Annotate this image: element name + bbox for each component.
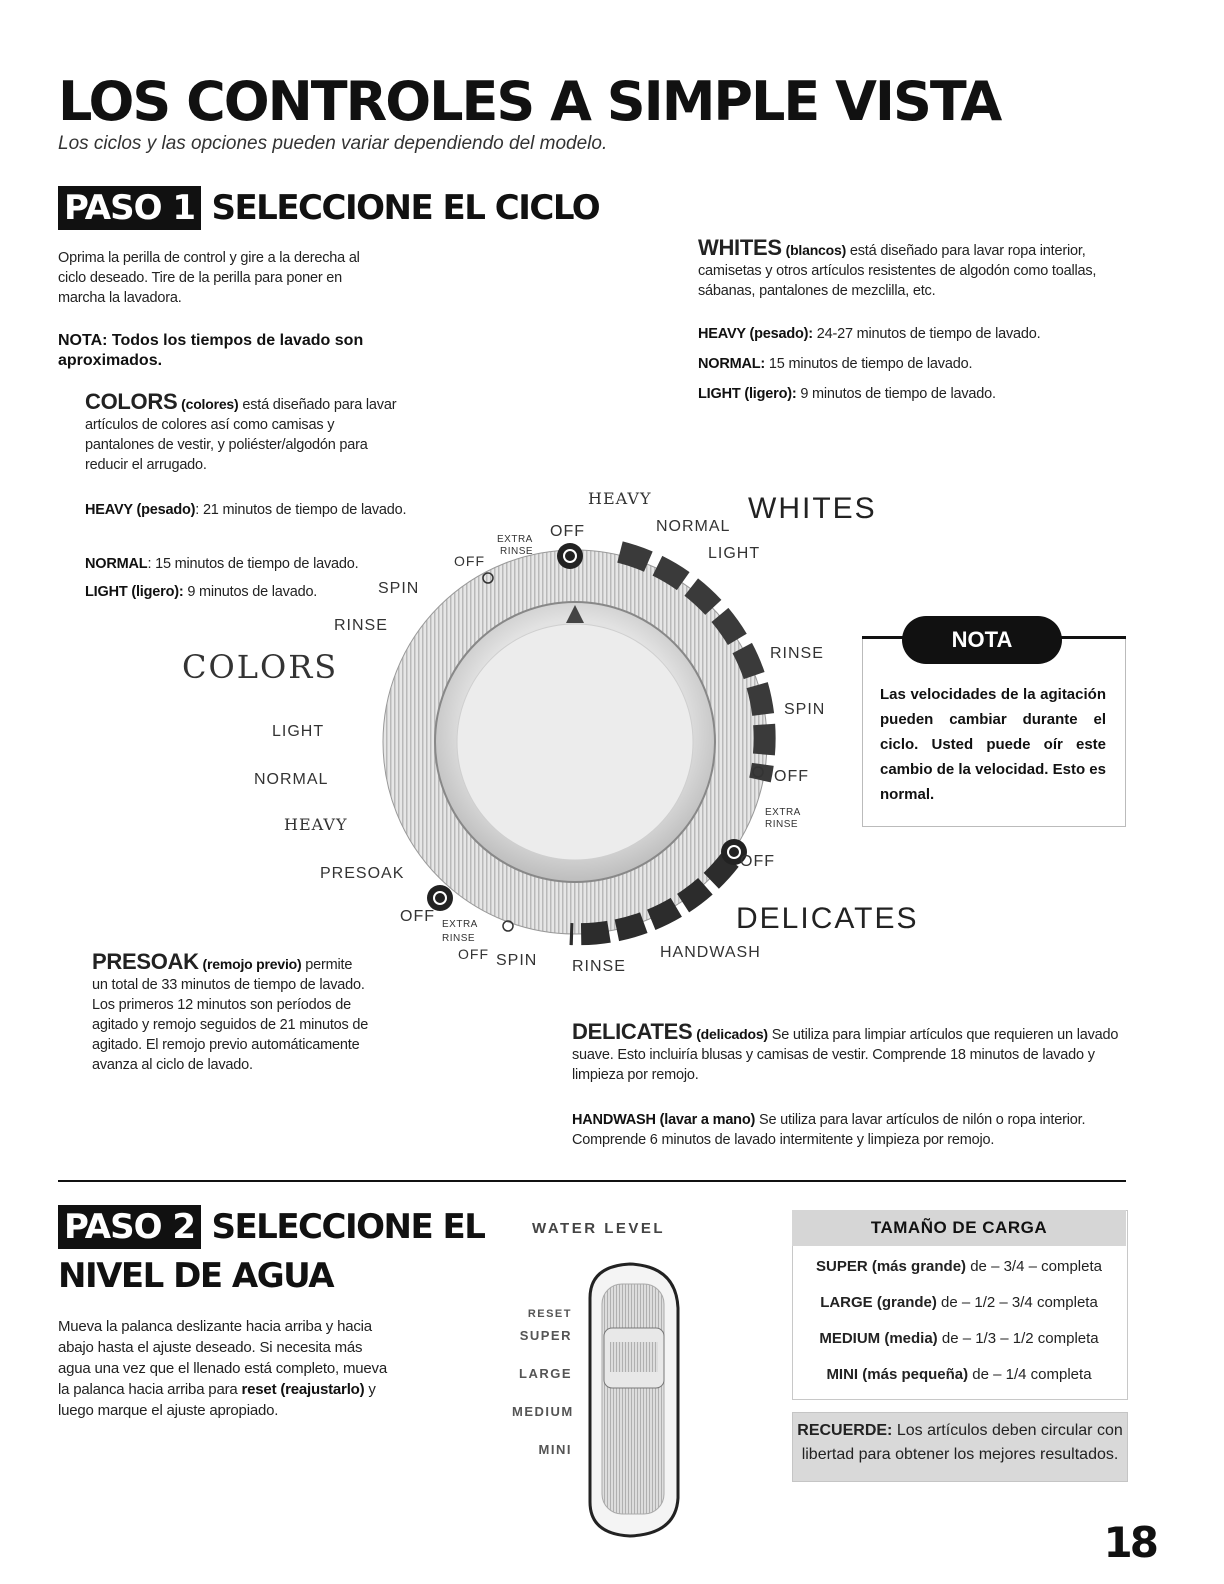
load-size-row [792,1294,1126,1311]
dial-off-top: OFF [550,523,585,540]
step1-intro: Oprima la perilla de control y gire a la derecha al ciclo deseado. Tire de la perilla para poner en marcha la lavadora. [58,250,360,306]
dial-colors-spin: SPIN [378,580,420,597]
water-level-slider[interactable] [580,1258,690,1540]
dial-knob-face [457,624,693,860]
colors-heavy-label: HEAVY (pesado) [85,502,196,518]
dial-presoak: PRESOAK [320,865,405,882]
whites-heavy [698,324,1124,344]
step2-text-a: Mueva la palanca deslizante hacia arriba y hacia abajo hasta el ajuste deseado. Si necesita más agua una vez que el llenado está completo, mueva la palanca hacia arriba para [58,1318,387,1398]
load-size-row-label: MEDIUM (media) [819,1330,938,1347]
colors-heavy-text: : 21 minutos de tiempo de lavado. [195,502,407,518]
slider-track [602,1284,664,1514]
load-size-row-label: SUPER (más grande) [816,1258,967,1275]
dial-extra-rinse-top: RINSE [500,546,534,557]
colors-normal-label: NORMAL [85,556,148,572]
delicates-paren: (delicados) [696,1026,768,1042]
handwash-label: HANDWASH (lavar a mano) [572,1112,756,1128]
slider-handle-grip-icon [610,1342,658,1372]
presoak-paren: (remojo previo) [202,956,302,972]
delicates-handwash [572,1110,1124,1150]
dial-off-delicates: OFF [740,853,775,870]
dial-delicates-spin: SPIN [496,952,538,969]
whites-description [698,235,1124,301]
dial-whites-heavy: HEAVY [588,489,652,508]
dial-whites-label: WHITES [748,492,877,525]
dial-delicates-label: DELICATES [736,902,919,935]
delicates-name: DELICATES [572,1019,693,1044]
colors-desc: está diseñado para lavar artículos de colores así como camisas y pantalones de vestir, y poliéster/algodón para reducir el arrugado. [85,397,397,473]
dial-whites-normal: NORMAL [656,518,731,535]
water-level-reset: RESET [527,1308,572,1320]
dial-delicates-rinse: RINSE [572,958,626,975]
whites-light [698,384,1124,404]
colors-light-label: LIGHT (ligero): [85,584,184,600]
load-size-row-text: de – 1/3 – 1/2 completa [937,1330,1099,1347]
dial-off-bottom: OFF [458,946,489,962]
whites-desc: está diseñado para lavar ropa interior, camisetas y otros artículos resistentes de algodón como toallas, sábanas, pantalones de mezclilla, etc. [698,243,1097,299]
dial-colors-rinse: RINSE [334,617,388,634]
dial-extra-right: EXTRA [765,807,801,818]
whites-heavy-text: 24-27 minutos de tiempo de lavado. [812,326,1041,342]
whites-normal-label: NORMAL: [698,356,766,372]
nota-text: Las velocidades de la agitación pueden cambiar durante el ciclo. Usted puede oír este cambio de la velocidad. Esto es normal. [880,686,1106,803]
handwash-text: Se utiliza para lavar artículos de nilón o ropa interior. Comprende 6 minutos de lavado intermitente y limpieza por remojo. [572,1112,1086,1148]
dial-colors-normal: NORMAL [254,771,329,788]
page-subtitle: Los ciclos y las opciones pueden variar dependiendo del modelo. [58,133,608,154]
page-number: 18 [1103,1518,1156,1567]
water-level-mini: MINI [538,1442,572,1457]
dial-marker-whites-icon [557,543,583,569]
remember-label: RECUERDE: [797,1422,893,1439]
dial-off-right: OFF [774,768,809,785]
whites-heavy-label: HEAVY (pesado): [698,326,813,342]
whites-normal-text: 15 minutos de tiempo de lavado. [765,356,973,372]
delicates-desc: Se utiliza para limpiar artículos que requieren un lavado suave. Esto incluiría blusas y camisas de vestir. Comprende 18 minutos de lavado y limpieza por remojo. [572,1027,1119,1083]
water-level-large: LARGE [519,1366,572,1381]
whites-light-label: LIGHT (ligero): [698,386,797,402]
load-size-row-label: LARGE (grande) [820,1294,937,1311]
whites-normal [698,354,1124,374]
dial-extra-rinse-right: RINSE [765,819,799,830]
step2-title-line2: NIVEL DE AGUA [58,1256,334,1296]
dial-colors-label: COLORS [182,648,339,686]
remember-box [792,1412,1128,1482]
load-size-row-text: de – 1/4 completa [968,1366,1092,1383]
dial-whites-spin: SPIN [784,701,826,718]
colors-normal-text: : 15 minutos de tiempo de lavado. [147,556,359,572]
step1-note: NOTA: Todos los tiempos de lavado son aproximados. [58,332,364,369]
dial-colors-light: LIGHT [272,723,325,740]
colors-description [85,389,407,475]
step1-heading [58,186,599,230]
dial-whites-light: LIGHT [708,545,761,562]
load-size-title: TAMAÑO DE CARGA [792,1210,1126,1246]
presoak-name: PRESOAK [92,949,199,974]
dial-extra-rinse-bottom: RINSE [442,933,476,944]
load-size-row-label: MINI (más pequeña) [826,1366,969,1383]
dial-extra-top: EXTRA [497,534,533,545]
colors-light-text: 9 minutos de lavado. [183,584,318,600]
load-size-row [792,1366,1126,1383]
water-level-title: WATER LEVEL [532,1220,666,1237]
step2-text [58,1316,392,1421]
dial-off-dot-icon [503,921,513,931]
colors-paren: (colores) [181,396,239,412]
nota-title: NOTA [902,616,1062,664]
step2-badge: PASO 2 [58,1205,201,1249]
water-level-medium: MEDIUM [512,1404,574,1419]
colors-name: COLORS [85,389,178,414]
page-title: LOS CONTROLES A SIMPLE VISTA [58,70,1001,133]
load-size-row [792,1330,1126,1347]
whites-paren: (blancos) [785,242,847,258]
presoak-desc: permite un total de 33 minutos de tiempo de lavado. Los primeros 12 minutos son períodos de agitado y remojo seguidos de 21 minutos de agitado. El remojo previo automáticamente avanza al ciclo de lavado. [92,957,369,1073]
step2-title-line1: SELECCIONE EL [211,1207,485,1247]
dial-extra-bottom: EXTRA [442,919,478,930]
dial-whites-rinse: RINSE [770,645,824,662]
water-level-super: SUPER [519,1328,572,1343]
remember-text: Los artículos deben circular con libertad para obtener los mejores resultados. [801,1422,1123,1463]
dial-handwash: HANDWASH [660,944,761,961]
step2-heading [58,1205,484,1249]
dial-colors-heavy: HEAVY [284,815,348,834]
step1-badge: PASO 1 [58,186,201,230]
step2-text-b: y luego marque el ajuste apropiado. [58,1381,376,1419]
step1-title: SELECCIONE EL CICLO [211,188,600,228]
whites-light-text: 9 minutos de tiempo de lavado. [796,386,996,402]
load-size-row-text: de – 3/4 – completa [966,1258,1102,1275]
presoak-description [92,949,370,1075]
step2-text-bold: reset (reajustarlo) [241,1381,365,1398]
dial-off-upper-left: OFF [454,553,485,569]
load-size-row-text: de – 1/2 – 3/4 completa [936,1294,1098,1311]
load-size-row [792,1258,1126,1275]
section-divider [58,1180,1126,1182]
delicates-description [572,1019,1124,1085]
dial-off-presoak: OFF [400,908,435,925]
whites-name: WHITES [698,235,782,260]
